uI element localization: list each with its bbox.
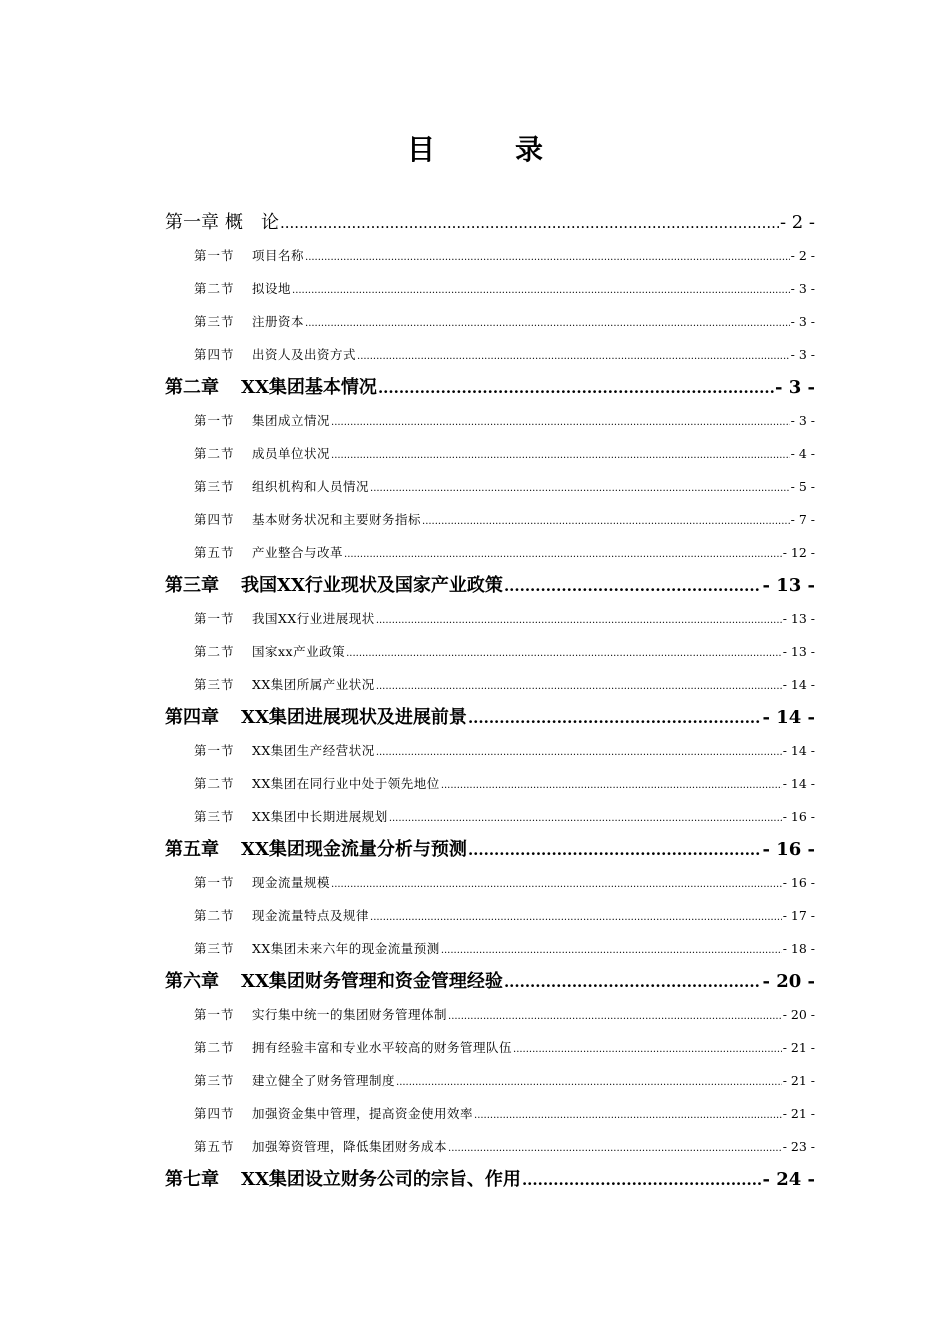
toc-entry-number: 第四节 — [194, 347, 235, 362]
toc-entry-number: 第五章 — [165, 839, 219, 860]
toc-dot-leader — [513, 1033, 782, 1064]
toc-entry-page: - 17 - — [782, 908, 815, 923]
toc-entry-page: - 3 - — [790, 314, 815, 329]
toc-dot-leader — [376, 670, 782, 701]
toc-entry-page: - 5 - — [790, 479, 815, 494]
toc-entry-label — [194, 1031, 512, 1064]
toc-section-entry[interactable] — [165, 635, 815, 668]
toc-dot-leader — [504, 570, 762, 602]
toc-entry-number: 第一章 — [165, 212, 219, 233]
toc-dot-leader — [292, 274, 790, 305]
toc-entry-label — [194, 1097, 473, 1130]
toc-entry-page: - 13 - — [782, 644, 815, 659]
toc-entry-number: 第六章 — [165, 971, 219, 992]
toc-entry-page: - 3 - — [775, 377, 815, 398]
toc-entry-page: - 16 - — [782, 809, 815, 824]
toc-entry-name: 我国XX行业进展现状 — [252, 611, 375, 626]
toc-section-entry[interactable] — [165, 998, 815, 1031]
toc-entry-number: 第二节 — [194, 644, 235, 659]
toc-section-entry[interactable] — [165, 404, 815, 437]
toc-entry-number: 第七章 — [165, 1169, 219, 1190]
toc-entry-label — [194, 998, 447, 1031]
toc-entry-name: 现金流量规模 — [252, 875, 331, 890]
toc-entry-label — [165, 569, 503, 602]
toc-dot-leader — [357, 340, 790, 371]
toc-entry-number: 第一节 — [194, 743, 235, 758]
toc-entry-label — [165, 206, 279, 239]
toc-entry-page: - 20 - — [762, 971, 815, 992]
toc-dot-leader — [376, 736, 782, 767]
toc-entry-name: XX集团设立财务公司的宗旨、作用 — [241, 1169, 521, 1190]
toc-entry-page: - 3 - — [790, 413, 815, 428]
toc-entry-label — [165, 965, 503, 998]
toc-entry-name: 成员单位状况 — [252, 446, 331, 461]
toc-entry-page: - 21 - — [782, 1073, 815, 1088]
toc-dot-leader — [396, 1066, 782, 1097]
toc-entry-label — [194, 866, 330, 899]
toc-entry-number: 第一节 — [194, 413, 235, 428]
toc-entry-number: 第五节 — [194, 1139, 235, 1154]
toc-entry-page: - 2 - — [790, 248, 815, 263]
toc-section-entry[interactable] — [165, 668, 815, 701]
toc-dot-leader — [280, 207, 779, 239]
toc-entry-name: XX集团财务管理和资金管理经验 — [241, 971, 503, 992]
toc-entry-name: 加强资金集中管理，提高资金使用效率 — [252, 1106, 474, 1121]
toc-dot-leader — [305, 307, 790, 338]
toc-dot-leader — [370, 901, 782, 932]
toc-section-entry[interactable] — [165, 536, 815, 569]
toc-entry-name: 国家xx产业政策 — [252, 644, 346, 659]
toc-entry-number: 第三章 — [165, 575, 219, 596]
toc-entry-label — [194, 404, 330, 437]
toc-entry-page: - 21 - — [782, 1106, 815, 1121]
toc-entry-number: 第三节 — [194, 314, 235, 329]
toc-chapter-entry[interactable] — [165, 965, 815, 998]
toc-chapter-entry[interactable] — [165, 833, 815, 866]
toc-entry-name: 实行集中统一的集团财务管理体制 — [252, 1007, 448, 1022]
toc-dot-leader — [378, 372, 774, 404]
toc-entry-label — [194, 239, 304, 272]
toc-chapter-entry[interactable] — [165, 569, 815, 602]
toc-section-entry[interactable] — [165, 1097, 815, 1130]
toc-section-entry[interactable] — [165, 734, 815, 767]
toc-entry-page: - 16 - — [762, 839, 815, 860]
toc-entry-page: - 3 - — [790, 281, 815, 296]
toc-entry-number: 第二章 — [165, 377, 219, 398]
toc-entry-name: XX集团所属产业状况 — [252, 677, 375, 692]
toc-dot-leader — [331, 439, 790, 470]
toc-section-entry[interactable] — [165, 239, 815, 272]
table-of-contents — [165, 206, 815, 1196]
toc-dot-leader — [468, 702, 762, 734]
toc-entry-label — [165, 1163, 521, 1196]
toc-entry-page: - 21 - — [782, 1040, 815, 1055]
toc-section-entry[interactable] — [165, 899, 815, 932]
toc-entry-page: - 14 - — [782, 677, 815, 692]
toc-entry-name: XX集团基本情况 — [241, 377, 377, 398]
toc-entry-number: 第三节 — [194, 809, 235, 824]
toc-entry-name: 基本财务状况和主要财务指标 — [252, 512, 422, 527]
toc-dot-leader — [522, 1164, 762, 1196]
toc-entry-number: 第四章 — [165, 707, 219, 728]
toc-entry-label — [194, 437, 330, 470]
toc-title-part1: 目 — [406, 133, 435, 166]
toc-section-entry[interactable] — [165, 503, 815, 536]
toc-dot-leader — [331, 868, 782, 899]
toc-entry-number: 第一节 — [194, 875, 235, 890]
toc-entry-label — [165, 833, 467, 866]
toc-entry-label — [194, 899, 369, 932]
toc-entry-number: 第一节 — [194, 248, 235, 263]
toc-chapter-entry[interactable] — [165, 206, 815, 239]
toc-entry-name: 集团成立情况 — [252, 413, 331, 428]
toc-entry-page: - 13 - — [782, 611, 815, 626]
toc-entry-number: 第一节 — [194, 611, 235, 626]
toc-entry-name: 拥有经验丰富和专业水平较高的财务管理队伍 — [252, 1040, 513, 1055]
toc-entry-number: 第二节 — [194, 908, 235, 923]
toc-entry-page: - 14 - — [782, 776, 815, 791]
toc-section-entry[interactable] — [165, 866, 815, 899]
toc-dot-leader — [344, 538, 782, 569]
toc-dot-leader — [474, 1099, 782, 1130]
toc-entry-label — [194, 536, 343, 569]
toc-entry-name: 拟设地 — [252, 281, 292, 296]
toc-dot-leader — [468, 834, 762, 866]
toc-entry-name: 概 论 — [225, 212, 279, 233]
toc-entry-page: - 24 - — [762, 1169, 815, 1190]
toc-entry-label — [194, 338, 356, 371]
toc-entry-name: 出资人及出资方式 — [252, 347, 357, 362]
toc-entry-page: - 14 - — [782, 743, 815, 758]
toc-dot-leader — [441, 769, 782, 800]
toc-dot-leader — [370, 472, 790, 503]
toc-entry-number: 第二节 — [194, 1040, 235, 1055]
toc-entry-number: 第三节 — [194, 1073, 235, 1088]
toc-section-entry[interactable] — [165, 470, 815, 503]
toc-entry-name: 产业整合与改革 — [252, 545, 344, 560]
toc-dot-leader — [331, 406, 790, 437]
toc-section-entry[interactable] — [165, 305, 815, 338]
toc-entry-name: 加强筹资管理，降低集团财务成本 — [252, 1139, 448, 1154]
toc-section-entry[interactable] — [165, 1031, 815, 1064]
toc-entry-page: - 13 - — [762, 575, 815, 596]
toc-dot-leader — [422, 505, 790, 536]
toc-entry-number: 第二节 — [194, 446, 235, 461]
toc-entry-page: - 2 - — [779, 212, 815, 233]
toc-entry-label — [165, 371, 377, 404]
toc-entry-page: - 23 - — [782, 1139, 815, 1154]
toc-entry-label — [194, 305, 304, 338]
toc-entry-name: XX集团未来六年的现金流量预测 — [252, 941, 440, 956]
toc-entry-name: XX集团在同行业中处于领先地位 — [252, 776, 440, 791]
toc-entry-page: - 18 - — [782, 941, 815, 956]
toc-dot-leader — [305, 241, 790, 272]
toc-entry-page: - 12 - — [782, 545, 815, 560]
toc-section-entry[interactable] — [165, 932, 815, 965]
toc-entry-number: 第二节 — [194, 776, 235, 791]
toc-entry-name: XX集团进展现状及进展前景 — [241, 707, 467, 728]
toc-section-entry[interactable] — [165, 602, 815, 635]
toc-entry-number: 第三节 — [194, 479, 235, 494]
toc-dot-leader — [448, 1132, 782, 1163]
toc-section-entry[interactable] — [165, 800, 815, 833]
toc-entry-page: - 20 - — [782, 1007, 815, 1022]
toc-title — [0, 128, 950, 168]
toc-entry-name: XX集团现金流量分析与预测 — [241, 839, 467, 860]
toc-entry-label — [194, 602, 375, 635]
toc-entry-label — [194, 1130, 447, 1163]
toc-entry-number: 第四节 — [194, 512, 235, 527]
toc-entry-page: - 3 - — [790, 347, 815, 362]
toc-section-entry[interactable] — [165, 1064, 815, 1097]
toc-entry-label — [194, 668, 375, 701]
toc-entry-number: 第五节 — [194, 545, 235, 560]
toc-entry-page: - 7 - — [790, 512, 815, 527]
toc-entry-label — [194, 767, 440, 800]
toc-entry-label — [165, 701, 467, 734]
toc-entry-label — [194, 932, 440, 965]
toc-entry-number: 第三节 — [194, 677, 235, 692]
toc-entry-page: - 14 - — [762, 707, 815, 728]
toc-entry-name: XX集团生产经营状况 — [252, 743, 375, 758]
toc-dot-leader — [389, 802, 782, 833]
toc-entry-name: 建立健全了财务管理制度 — [252, 1073, 396, 1088]
toc-section-entry[interactable] — [165, 767, 815, 800]
toc-dot-leader — [504, 966, 762, 998]
toc-entry-name: 我国XX行业现状及国家产业政策 — [241, 575, 503, 596]
toc-entry-name: 项目名称 — [252, 248, 305, 263]
toc-title-part2: 录 — [515, 133, 544, 166]
toc-entry-label — [194, 800, 388, 833]
toc-entry-page: - 16 - — [782, 875, 815, 890]
toc-dot-leader — [346, 637, 782, 668]
toc-section-entry[interactable] — [165, 338, 815, 371]
toc-entry-label — [194, 1064, 395, 1097]
toc-entry-name: 组织机构和人员情况 — [252, 479, 370, 494]
toc-entry-name: 注册资本 — [252, 314, 305, 329]
toc-entry-number: 第二节 — [194, 281, 235, 296]
toc-dot-leader — [441, 934, 782, 965]
toc-entry-label — [194, 272, 291, 305]
toc-chapter-entry[interactable] — [165, 371, 815, 404]
toc-entry-label — [194, 635, 345, 668]
toc-section-entry[interactable] — [165, 437, 815, 470]
toc-dot-leader — [376, 604, 782, 635]
toc-entry-page: - 4 - — [790, 446, 815, 461]
toc-section-entry[interactable] — [165, 1130, 815, 1163]
toc-entry-label — [194, 503, 421, 536]
toc-entry-number: 第四节 — [194, 1106, 235, 1121]
toc-entry-number: 第三节 — [194, 941, 235, 956]
toc-dot-leader — [448, 1000, 782, 1031]
toc-chapter-entry[interactable] — [165, 701, 815, 734]
toc-section-entry[interactable] — [165, 272, 815, 305]
toc-entry-label — [194, 470, 369, 503]
toc-entry-number: 第一节 — [194, 1007, 235, 1022]
toc-entry-name: XX集团中长期进展规划 — [252, 809, 388, 824]
toc-entry-label — [194, 734, 375, 767]
toc-chapter-entry[interactable] — [165, 1163, 815, 1196]
toc-entry-name: 现金流量特点及规律 — [252, 908, 370, 923]
